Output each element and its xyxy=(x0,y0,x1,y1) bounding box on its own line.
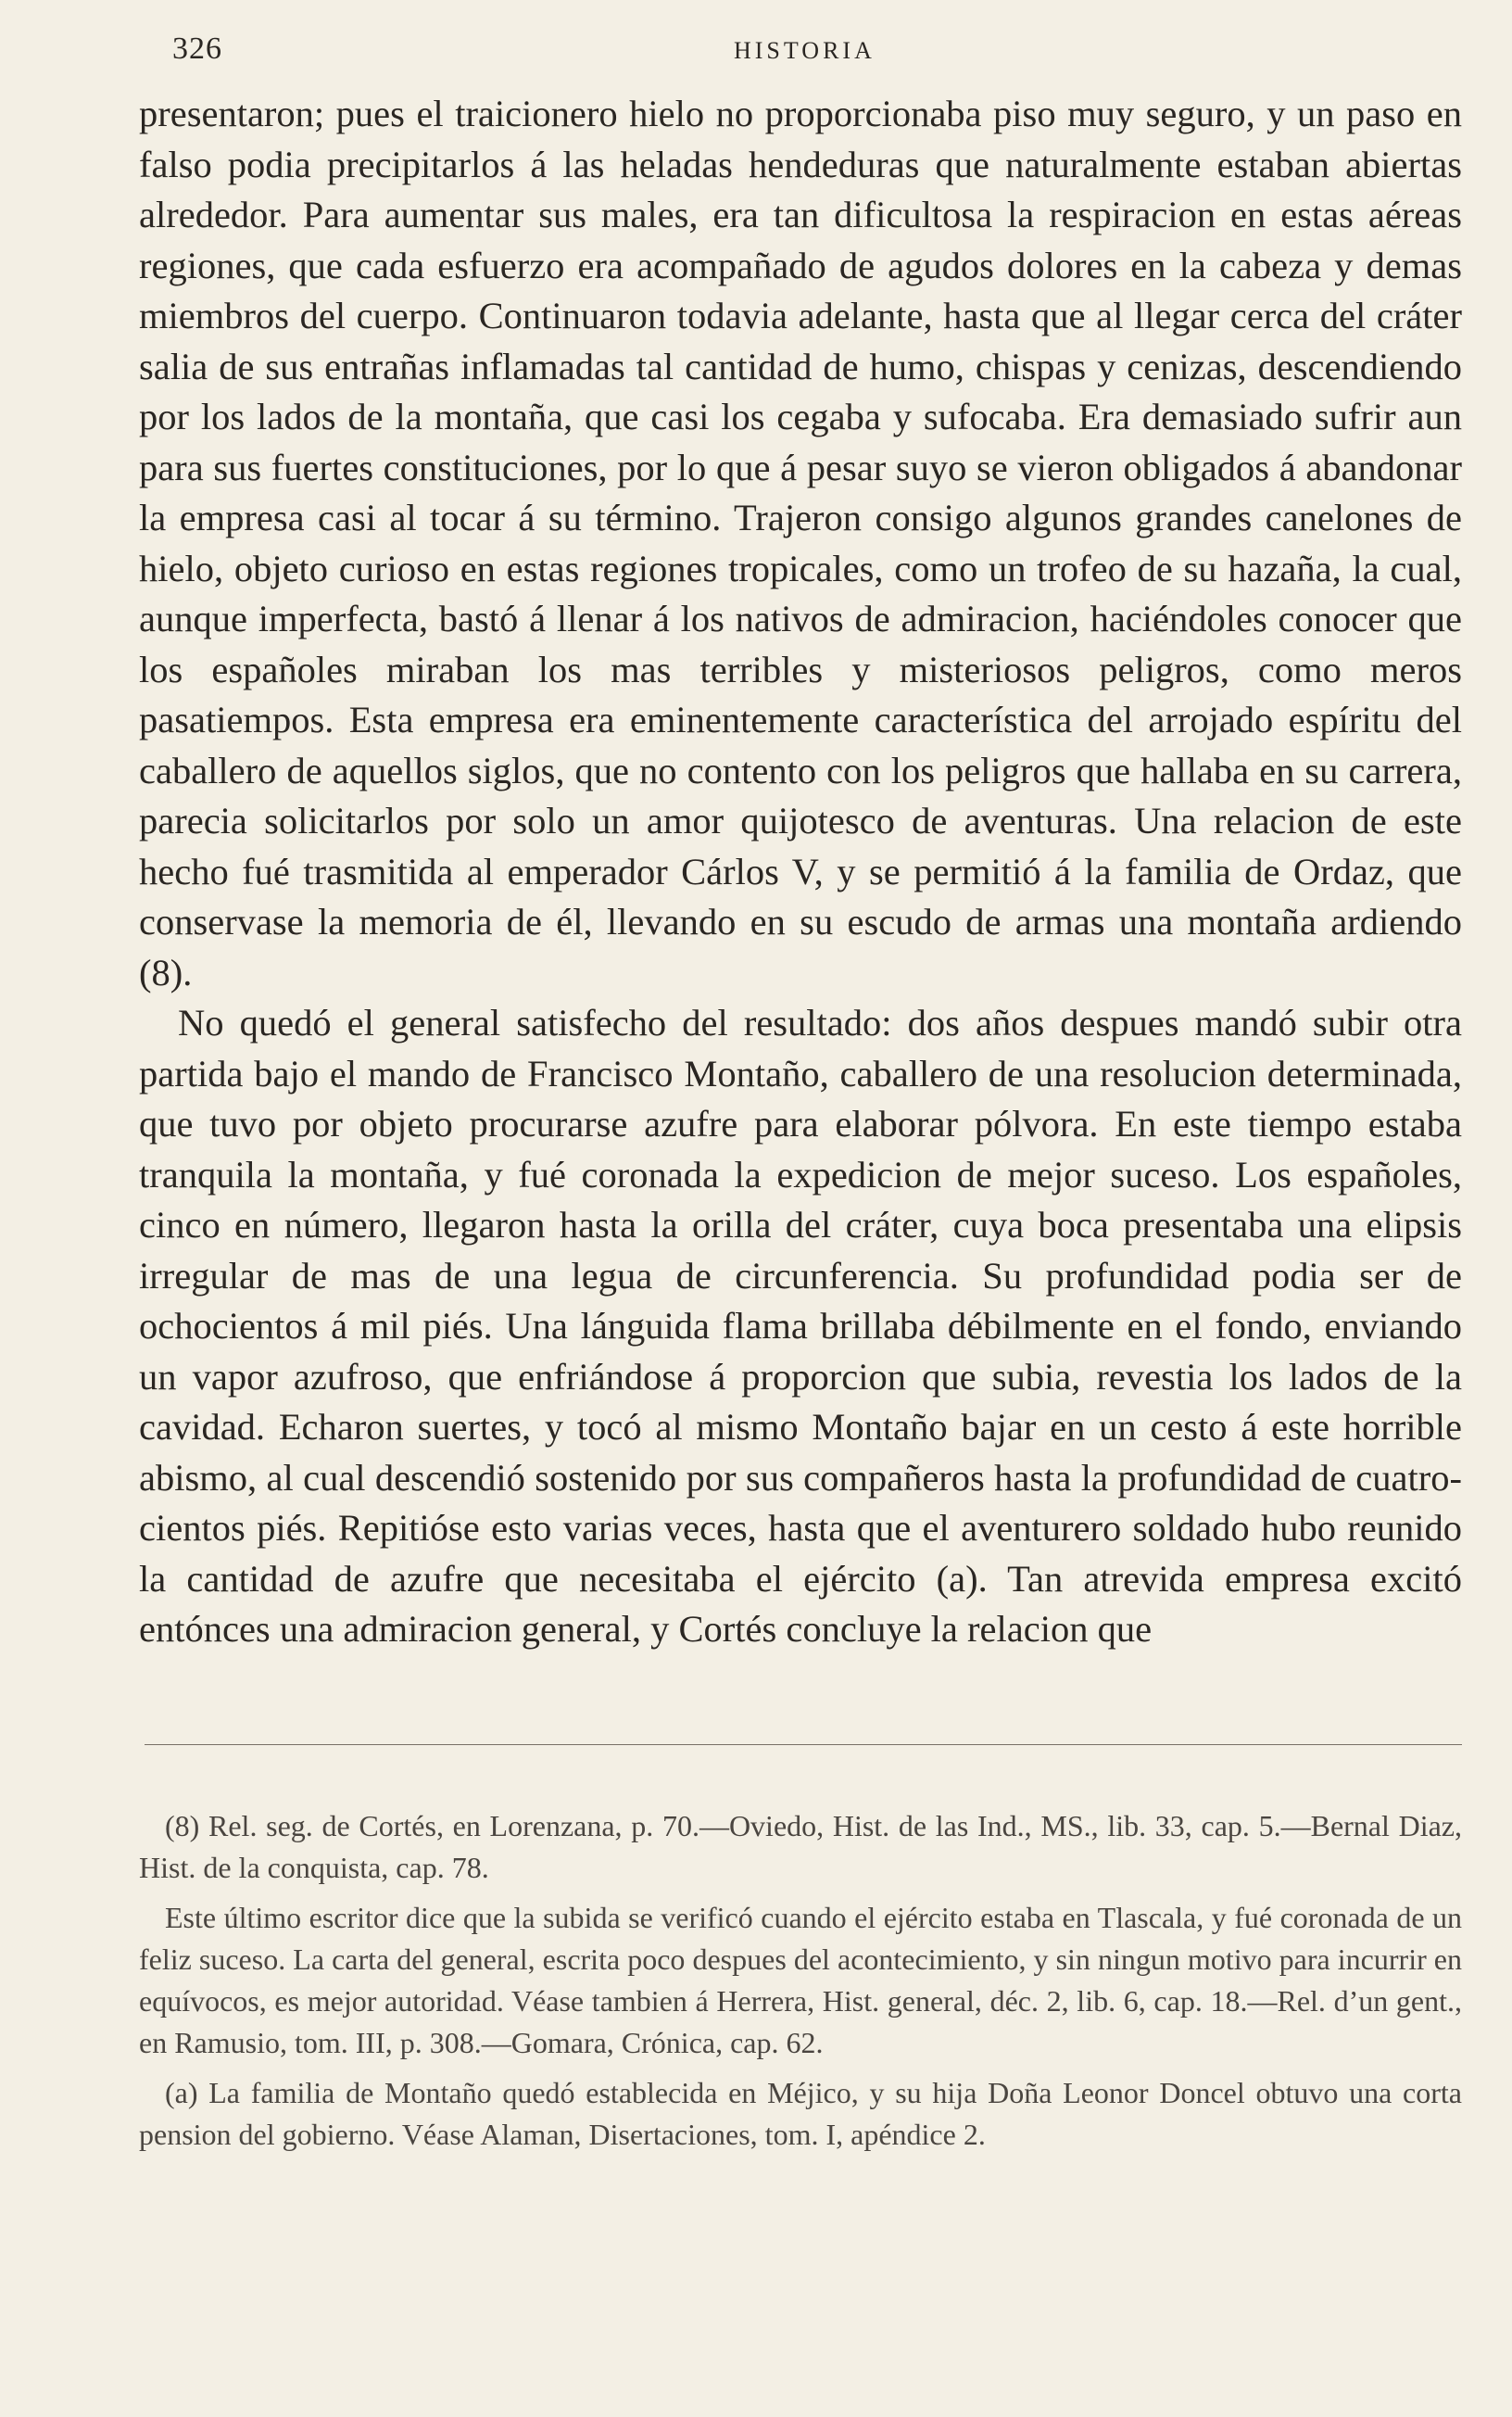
footnote-8-continuation: Este último escritor dice que la subida se verificó cuando el ejército estaba en Tlascala, y fué coronada de un feliz suceso. La carta del general, escrita poco despues del acontecimiento, y sin ningun motivo para incurrir en equívocos, es mejor autoridad. Véase tambien á Herrera, Hist. general, déc. 2, lib. 6, cap. 18.—Rel. d’un gent., en Ramusio, tom. III, p. 308.—Gomara, Crónica, cap. 62. xyxy=(139,1901,1462,2059)
footnotes xyxy=(139,1805,1462,2164)
page-number: 326 xyxy=(172,32,222,66)
paragraph-2: No quedó el general satisfecho del resultado: dos años despues mandó subir otra partida bajo el mando de Francisco Montaño, caballero de una resolucion determinada, que tuvo por objeto procurarse azufre para elaborar pólvora. En este tiempo estaba tranquila la montaña, y fué coronada la expedicion de mejor suceso. Los españoles, cinco en número, llegaron hasta la orilla del cráter, cuya boca presentaba una elipsis irregular de mas de una legua de circunferencia. Su profundidad podia ser de ochocientos á mil piés. Una lánguida flama brillaba débilmente en el fondo, enviando un vapor azufroso, que enfriándose á proporcion que subia, revestia los lados de la cavidad. Echaron suertes, y tocó al mismo Montaño bajar en un cesto á este horrible abismo, al cual descendió sostenido por sus compañeros hasta la profundidad de cuatrocientos piés. Repitióse esto varias veces, hasta que el aventurero soldado hubo reunido la cantidad de azufre que necesitaba el ejército (a). Tan atrevida empresa excitó entónces una admiracion general, y Cortés concluye la relacion que xyxy=(139,1002,1462,1650)
footnote-a: (a) La familia de Montaño quedó establecida en Méjico, y su hija Doña Leonor Doncel obtuvo una corta pension del gobierno. Véase Alaman, Disertaciones, tom. I, apéndice 2. xyxy=(139,2076,1462,2151)
running-head: HISTORIA xyxy=(734,37,876,64)
footnote-divider xyxy=(145,1744,1462,1745)
footnote-8: (8) Rel. seg. de Cortés, en Lorenzana, p. 70.—Oviedo, Hist. de las Ind., MS., lib. 33, cap. 5.—Bernal Diaz, Hist. de la conquista, cap. 78. xyxy=(139,1809,1462,1884)
page-header xyxy=(172,32,1466,69)
main-text xyxy=(139,89,1462,1655)
paragraph-1: presentaron; pues el traicionero hielo no proporcionaba piso muy seguro, y un paso en falso podia precipitarlos á las heladas hendeduras que naturalmente estaban abiertas alrededor. Para aumentar sus males, era tan dificultosa la respiracion en estas aéreas regiones, que cada esfuerzo era acompañado de agudos dolores en la cabeza y demas miembros del cuerpo. Continuaron todavia adelante, hasta que al llegar cerca del cráter salia de sus entrañas inflamadas tal cantidad de humo, chispas y cenizas, descendiendo por los lados de la montaña, que casi los cegaba y sufocaba. Era demasiado sufrir aun para sus fuertes constituciones, por lo que á pesar suyo se vieron obligados á abandonar la empresa casi al tocar á su término. Trajeron consigo algunos grandes canelones de hielo, objeto curioso en estas regiones tropicales, como un trofeo de su hazaña, la cual, aunque imperfecta, bastó á llenar á los nativos de admiracion, haciéndoles conocer que los españoles miraban los mas terribles y misteriosos peligros, como meros pasatiempos. Esta empresa era eminentemente característica del arrojado espíritu del caballero de aquellos siglos, que no contento con los peligros que hallaba en su carrera, parecia solicitarlos por solo un amor quijotesco de aventuras. Una relacion de este hecho fué trasmitida al emperador Cárlos V, y se permitió á la familia de Ordaz, que conservase la memoria de él, llevando en su escudo de armas una montaña ardiendo (8). xyxy=(139,93,1462,993)
